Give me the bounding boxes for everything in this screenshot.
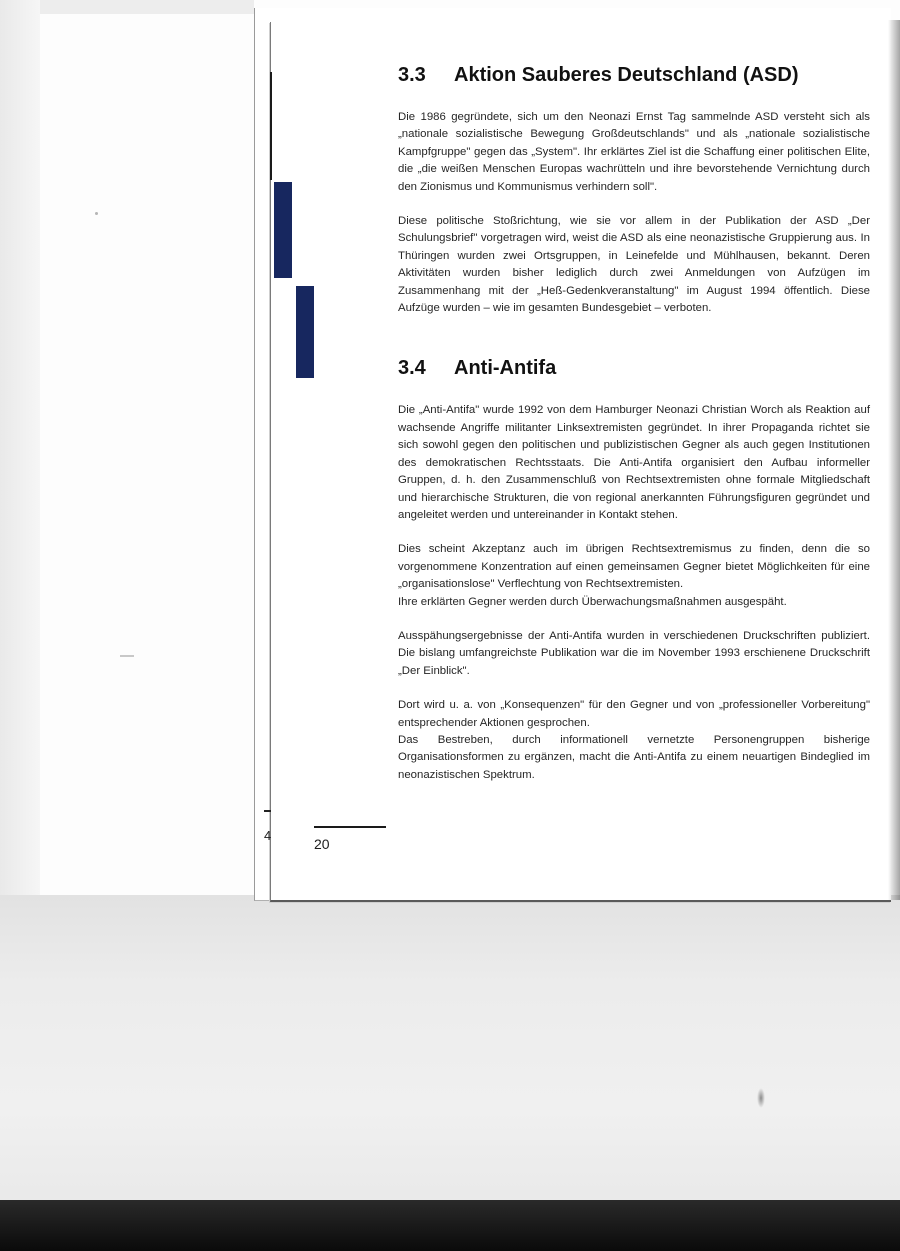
paragraph: Ausspähungsergebnisse der Anti-Antifa wurden in verschiedenen Druckschriften publiziert. Die bislang umfangreichste Publikation war die im November 1993 erschienene Druckschrift „Der Einblick". bbox=[398, 629, 870, 677]
section-title: Anti-Antifa bbox=[454, 357, 557, 380]
scan-mark bbox=[120, 655, 134, 657]
page-number: 20 bbox=[314, 836, 330, 852]
margin-rule bbox=[270, 72, 272, 180]
scan-background-top bbox=[40, 0, 254, 14]
paragraph: Die „Anti-Antifa" wurde 1992 von dem Hamburger Neonazi Christian Worch als Reaktion auf wachsende Angriffe militanter Linksextremisten gegründet. In ihrer Propaganda richtet sie sich sowohl gegen den politischen und publizistischen Gegner als auch gegen Institutionen des demokratischen Rechtsstaats. Die Anti-Antifa organisiert den Aufbau informeller Gruppen, d. h. den Zusammenschluß von Rechtsextremisten ohne formale Mitgliedschaft und hierarchische Strukturen, die von regional anerkannten Führungsfiguren gegründet und angeleitet werden und untereinander in Kontakt stehen. bbox=[398, 404, 870, 521]
margin-marker-bar bbox=[296, 286, 314, 378]
section-number: 3.3 bbox=[398, 64, 426, 86]
section-heading bbox=[398, 64, 870, 87]
scan-stain bbox=[757, 1088, 765, 1108]
section-heading bbox=[398, 357, 870, 380]
page-content bbox=[398, 62, 870, 784]
side-number: 4 bbox=[264, 828, 272, 843]
paragraph: Das Bestreben, durch informationell vernetzte Personengruppen bisherige Organisationsformen zu ergänzen, macht die Anti-Antifa zu einem neuartigen Bindeglied im neonazistischen Spektrum. bbox=[398, 733, 870, 781]
section-title: Aktion Sauberes Deutschland (ASD) bbox=[454, 64, 799, 86]
paragraph: Ihre erklärten Gegner werden durch Überwachungsmaßnahmen ausgespäht. bbox=[398, 595, 787, 608]
section-number: 3.4 bbox=[398, 357, 426, 380]
paragraph: Diese politische Stoßrichtung, wie sie vor allem in der Publikation der ASD „Der Schulungsbrief" vorgetragen wird, weist die ASD als eine neonazistische Gruppierung aus. In Thüringen wurden zwei Ortsgruppen, in Leinefelde und Mühlhausen, bekannt. Deren Aktivitäten wurden bisher lediglich durch zwei Anmeldungen von Aufzügen im Zusammenhang mit der „Heß-Gedenkveranstaltung" im August 1994 öffentlich. Diese Aufzüge wurden – wie im gesamten Bundesgebiet – verboten. bbox=[398, 215, 870, 315]
scan-shadow-right bbox=[888, 20, 900, 900]
paragraph: Dies scheint Akzeptanz auch im übrigen Rechtsextremismus zu finden, denn die so vorgenommene Konzentration auf einen gemeinsamen Gegner bietet Möglichkeiten für eine „organisationslose" Verflechtung von Rechtsextremisten. bbox=[398, 543, 870, 591]
footer-rule bbox=[314, 826, 386, 828]
scan-background-lower bbox=[0, 895, 900, 1251]
paragraph: Die 1986 gegründete, sich um den Neonazi Ernst Tag sammelnde ASD versteht sich als „nationale sozialistische Bewegung Großdeutschlands" und als „nationale sozialistische Kampfgruppe" gegen das „System". Ihr erklärtes Ziel ist die Schaffung einer politischen Elite, die „die weißen Menschen Europas wachrütteln und ihre bevorstehende Vernichtung durch den Zionismus und Kommunismus verhindern soll". bbox=[398, 111, 870, 193]
scan-dot bbox=[95, 212, 98, 215]
paragraph: Dort wird u. a. von „Konsequenzen" für den Gegner und von „professioneller Vorbereitung" entsprechender Aktionen gesprochen. bbox=[398, 699, 870, 729]
scan-dark-edge bbox=[0, 1200, 900, 1251]
margin-marker-bar bbox=[274, 182, 292, 278]
fold-mark bbox=[264, 810, 271, 812]
scan-background-left bbox=[0, 0, 40, 895]
